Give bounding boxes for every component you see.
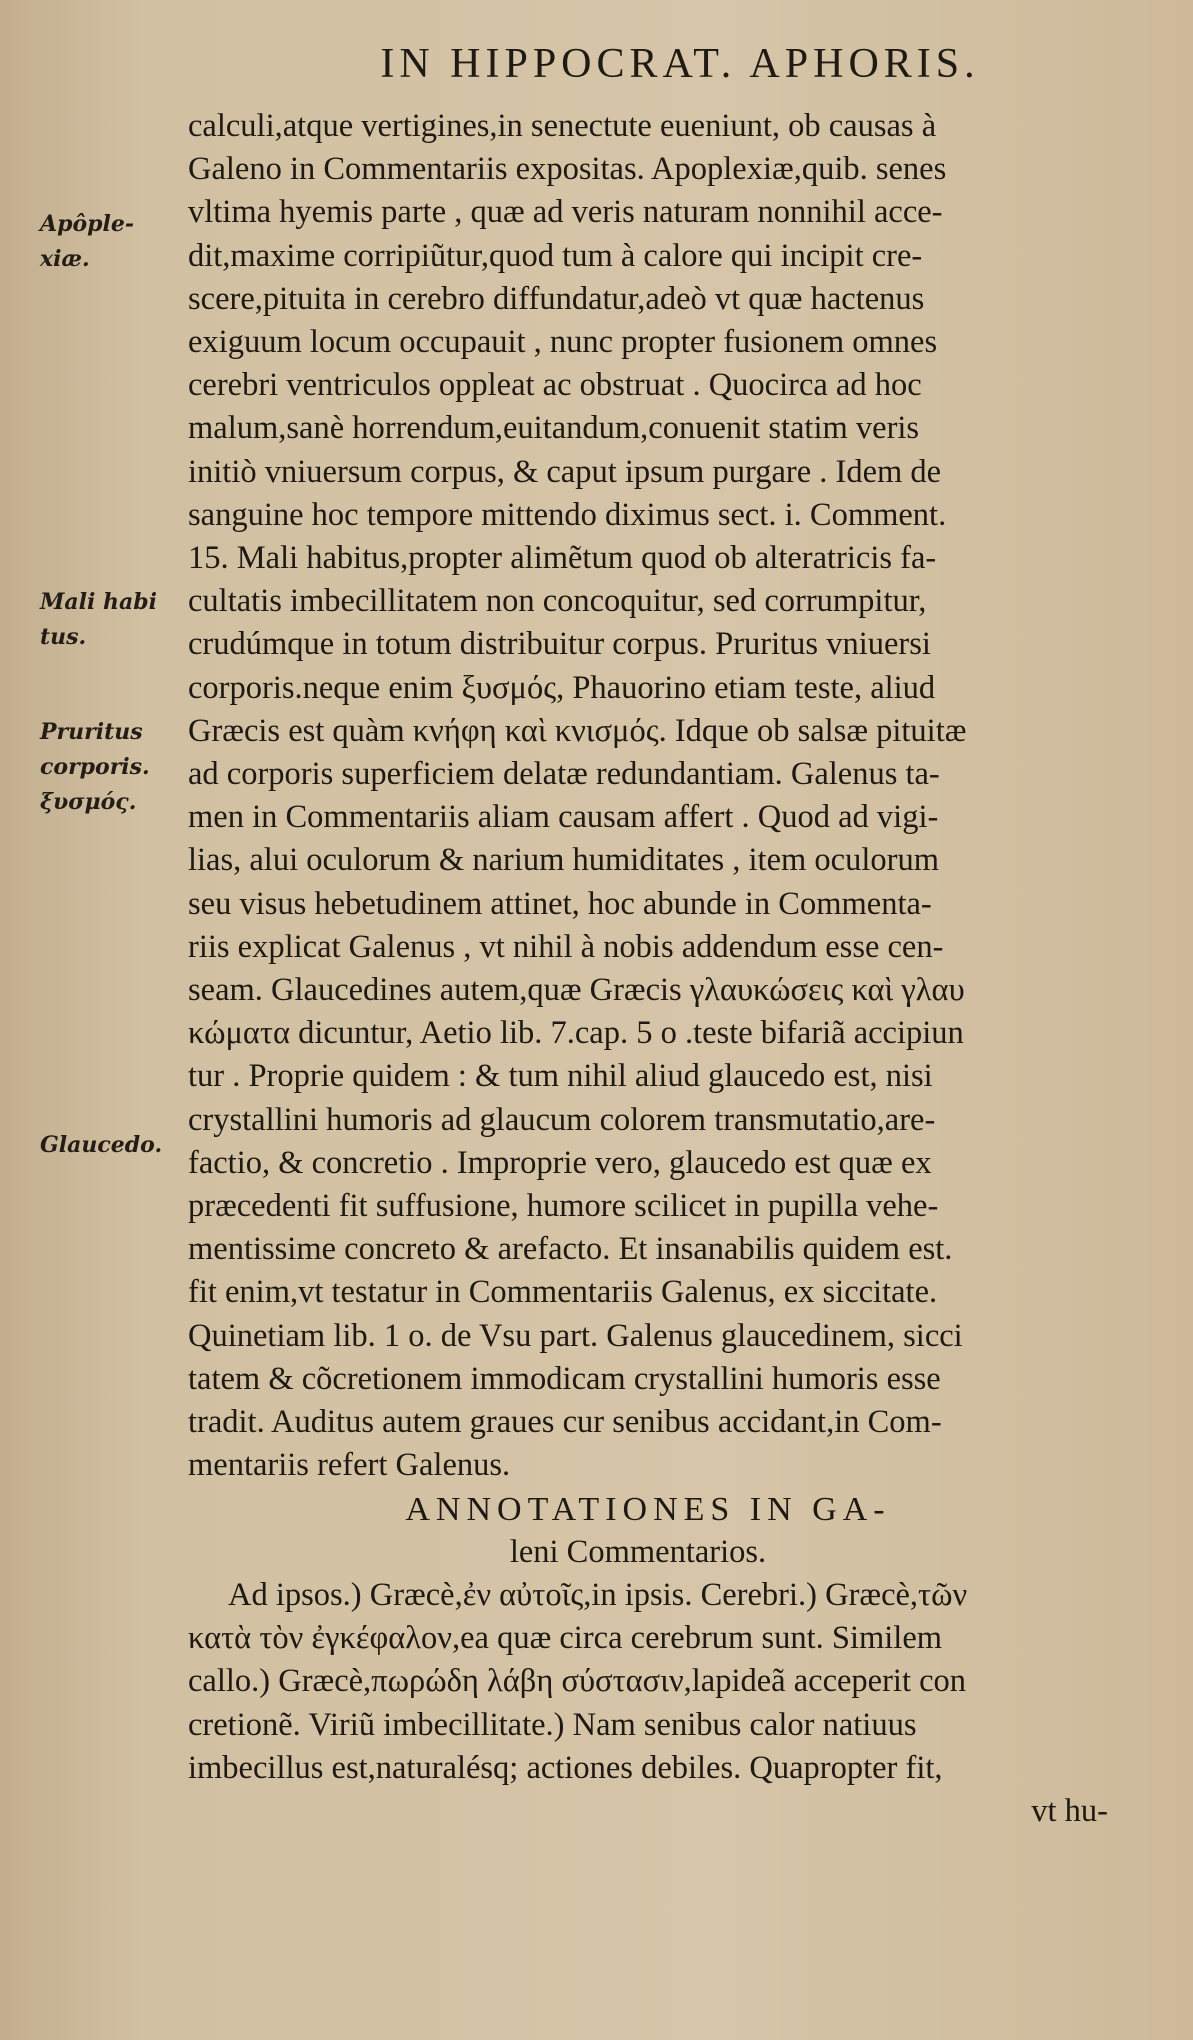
text-line: κώματα dicuntur, Aetio lib. 7.cap. 5 o .teste bifariã accipiun (188, 1015, 964, 1052)
text-line: riis explicat Galenus , vt nihil à nobis addendum esse cen- (188, 928, 944, 965)
text-line: Galeno in Commentariis expositas. Apoplexiæ,quib. senes (188, 151, 947, 188)
text-line: præcedenti fit suffusione, humore scilicet in pupilla vehe- (188, 1188, 939, 1225)
text-line: dit,maxime corripiũtur,quod tum à calore qui incipit cre- (188, 237, 923, 274)
margin-note-line: tus. (40, 624, 87, 650)
text-line: scere,pituita in cerebro diffundatur,adeò vt quæ hactenus (188, 280, 925, 317)
margin-note-line: Apôple- (40, 211, 134, 237)
text-line: calculi,atque vertigines,in senectute eueniunt, ob causas à (188, 108, 937, 144)
margin-note-line: ξυσμός. (40, 789, 137, 815)
text-line: tradit. Auditus autem graues cur senibus accidant,in Com- (188, 1404, 942, 1441)
text-line: initiò vniuersum corpus, & caput ipsum purgare . Idem de (188, 453, 942, 490)
text-line: malum,sanè horrendum,euitandum,conuenit statim veris (188, 410, 920, 447)
catchword: vt hu- (1031, 1792, 1108, 1829)
text-line: mentariis refert Galenus. (188, 1447, 511, 1484)
text-line: Quinetiam lib. 1 o. de Vsu part. Galenus glaucedinem, sicci (188, 1317, 963, 1354)
text-line: crystallini humoris ad glaucum colorem transmutatio,are- (188, 1101, 936, 1138)
text-line: 15. Mali habitus,propter alimẽtum quod ob alteratricis fa- (188, 540, 937, 577)
margin-note-line: Pruritus (40, 719, 143, 745)
margin-note-glaucedo (40, 1128, 162, 1163)
text-line: men in Commentariis aliam causam affert . Quod ad vigi- (188, 799, 939, 836)
main-text-block (188, 105, 1148, 1833)
annotations-subheading: leni Commentarios. (509, 1533, 767, 1570)
text-line: vltima hyemis parte , quæ ad veris naturam nonnihil acce- (188, 194, 943, 231)
text-line: corporis.neque enim ξυσμός, Phauorino etiam teste, aliud (188, 669, 936, 706)
text-line: crudúmque in totum distribuitur corpus. Pruritus vniuersi (188, 626, 931, 663)
running-header: IN HIPPOCRAT. APHORIS. (380, 41, 980, 87)
text-line: seu visus hebetudinem attinet, hoc abunde in Commenta- (188, 885, 932, 922)
text-line: fit enim,vt testatur in Commentariis Galenus, ex siccitate. (188, 1274, 938, 1311)
annotations-heading: ANNOTATIONES IN GA- (405, 1490, 891, 1528)
text-line: tatem & cõcretionem immodicam crystallini humoris esse (188, 1360, 941, 1397)
text-line: sanguine hoc tempore mittendo diximus sect. i. Comment. (188, 496, 947, 533)
text-line: cultatis imbecillitatem non concoquitur, sed corrumpitur, (188, 583, 927, 620)
margin-note-mali-habitus (40, 585, 157, 655)
text-line: lias, alui oculorum & narium humiditates , item oculorum (188, 842, 939, 879)
text-line: factio, & concretio . Improprie vero, glaucedo est quæ ex (188, 1144, 932, 1181)
text-line: tur . Proprie quidem : & tum nihil aliud glaucedo est, nisi (188, 1058, 933, 1095)
text-line: Græcis est quàm κνήφη καὶ κνισμός. Idque ob salsæ pituitæ (188, 712, 967, 749)
margin-note-line: corporis. (40, 754, 150, 780)
text-line: seam. Glaucedines autem,quæ Græcis γλαυκώσεις καὶ γλαυ (188, 972, 965, 1009)
text-line: ad corporis superficiem delatæ redundantiam. Galenus ta- (188, 756, 940, 793)
text-line: cerebri ventriculos oppleat ac obstruat . Quocirca ad hoc (188, 367, 922, 404)
annotation-line: κατὰ τὸν ἐγκέφαλον,ea quæ circa cerebrum sunt. Similem (188, 1620, 943, 1657)
margin-note-line: Mali habi (40, 589, 157, 615)
annotation-line: cretionẽ. Viriũ imbecillitate.) Nam senibus calor natiuus (188, 1706, 917, 1743)
margin-note-line: Glaucedo. (40, 1132, 163, 1158)
text-line: exiguum locum occupauit , nunc propter fusionem omnes (188, 324, 938, 361)
text-line: mentissime concreto & arefacto. Et insanabilis quidem est. (188, 1231, 953, 1268)
annotation-line: callo.) Græcè,πωρώδη λάβη σύστασιν,lapideã acceperit con (188, 1663, 967, 1700)
margin-note-apoplexiae (40, 207, 134, 277)
margin-note-line: xiæ. (40, 246, 90, 272)
annotation-line: Ad ipsos.) Græcè,ἐν αὐτοῖς,in ipsis. Cerebri.) Græcè,τῶν (228, 1576, 968, 1613)
margin-note-pruritus (40, 715, 150, 820)
annotation-line: imbecillus est,naturalésq; actiones debiles. Quapropter fit, (188, 1749, 943, 1786)
